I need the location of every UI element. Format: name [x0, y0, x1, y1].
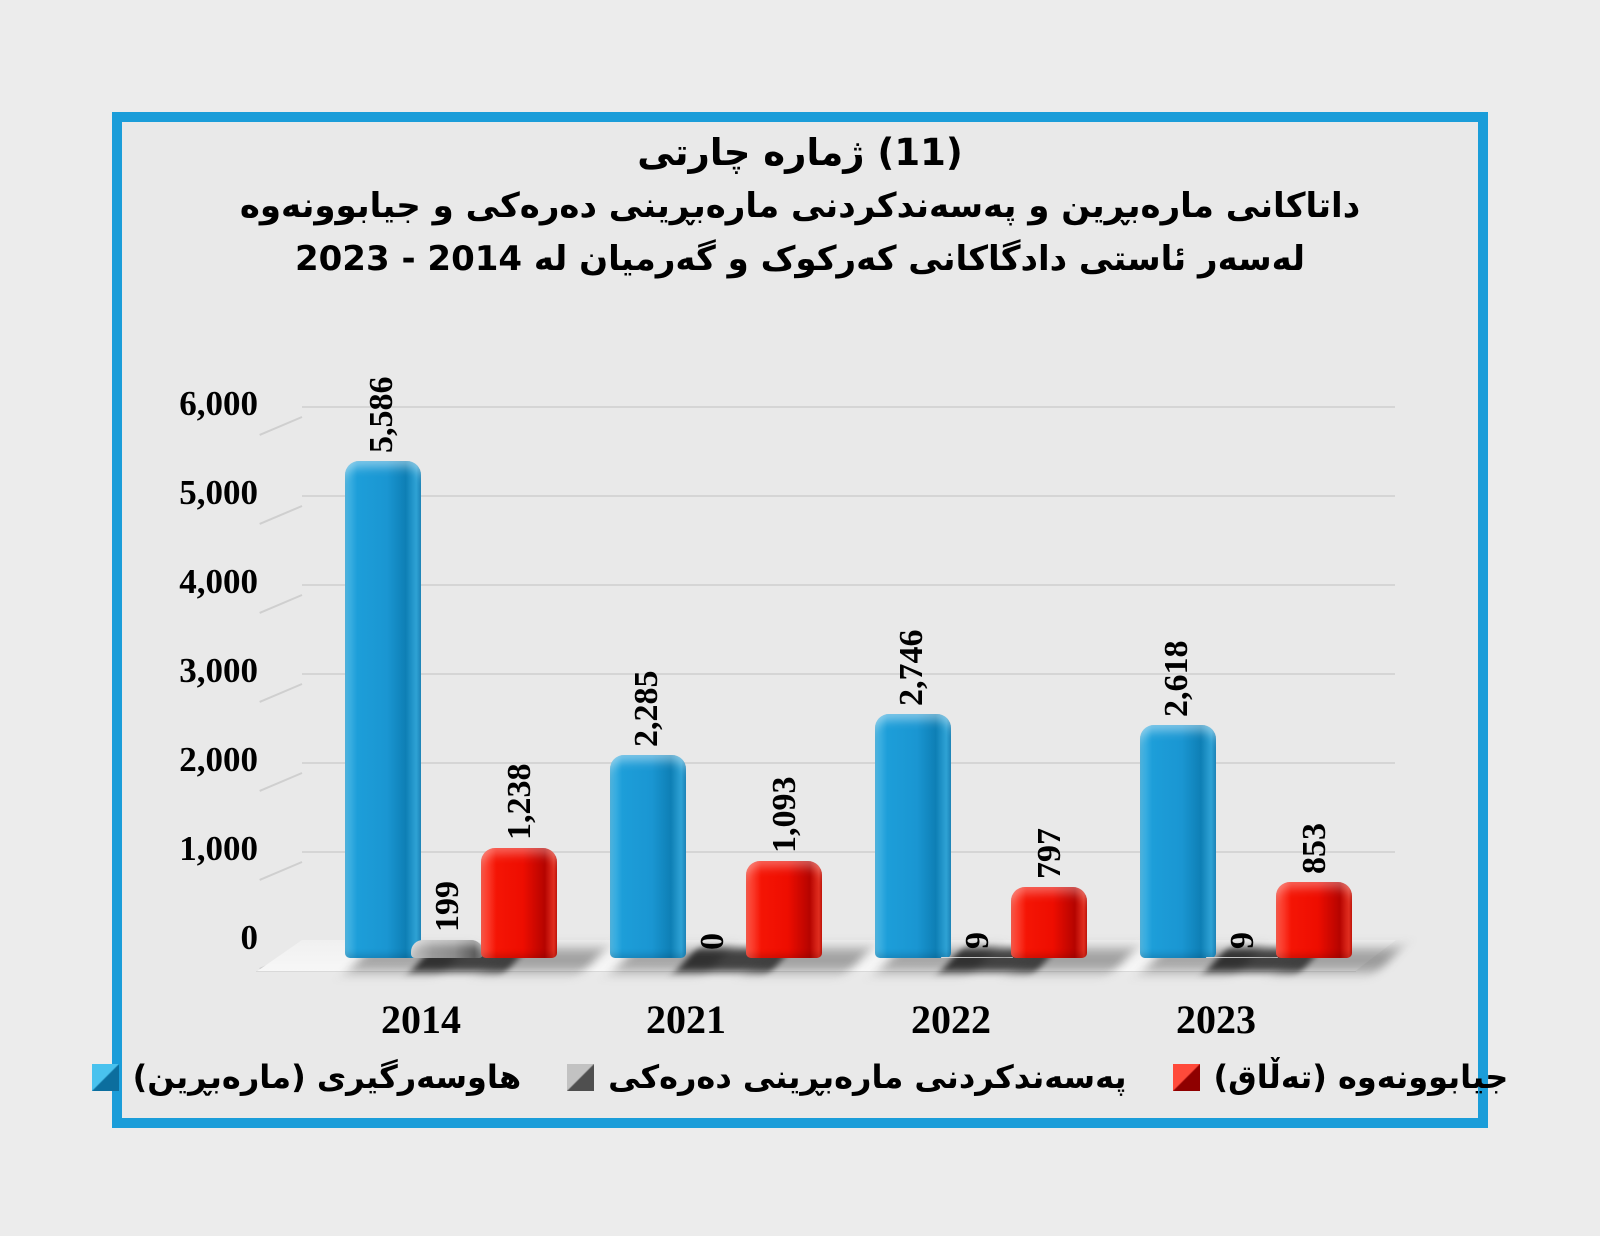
gridline-5000 — [302, 495, 1395, 497]
bar-value-label: 2,746 — [893, 629, 930, 706]
y-tick-1000: 1,000 — [179, 829, 258, 868]
bar-value-label: 5,586 — [363, 376, 400, 453]
legend-label-marriage: هاوسەرگیری (مارەبڕین) — [132, 1058, 522, 1096]
x-tick-2014: 2014 — [381, 997, 461, 1042]
chart-title-line2: داتاکانی مارەبڕین و پەسەندکردنی مارەبڕینی دەرەکی و جیابوونەوە — [239, 186, 1361, 226]
bar-value-label: 9 — [959, 932, 996, 949]
x-tick-2022: 2022 — [911, 997, 991, 1042]
bar-value-label: 2,285 — [628, 670, 665, 747]
y-tick-2000: 2,000 — [179, 740, 258, 779]
legend-marker-gray-icon — [567, 1064, 594, 1091]
bar-value-label: 9 — [1224, 932, 1261, 949]
y-tick-6000: 6,000 — [179, 384, 258, 423]
gridline-2000 — [302, 762, 1395, 764]
bar-marriage-2022 — [875, 714, 951, 958]
bar-value-label: 1,238 — [501, 763, 538, 840]
y-tick-4000: 4,000 — [179, 562, 258, 601]
y-tick-0: 0 — [240, 918, 258, 957]
x-tick-2023: 2023 — [1176, 997, 1256, 1042]
y-tick-5000: 5,000 — [179, 473, 258, 512]
bar-value-label: 199 — [429, 881, 466, 933]
bar-value-label: 1,093 — [766, 776, 803, 853]
bar-marriage-2023 — [1140, 725, 1216, 958]
bar-external-approval-2023 — [1206, 957, 1278, 958]
chart-title — [150, 126, 1450, 286]
bar-divorce-2014 — [481, 848, 557, 958]
bar-marriage-2021 — [610, 755, 686, 958]
gridline-4000 — [302, 584, 1395, 586]
bar-marriage-2014 — [345, 461, 421, 958]
legend-marker-red-icon — [1173, 1064, 1200, 1091]
bar-divorce-2023 — [1276, 882, 1352, 958]
chart-legend — [132, 1058, 1509, 1096]
bar-value-label: 853 — [1296, 823, 1333, 875]
bar-value-label: 0 — [694, 933, 731, 950]
chart-title-line3: لەسەر ئاستی دادگاکانی کەرکوک و گەرمیان لە 2014 - 2023 — [294, 239, 1306, 279]
legend-item-marriage — [92, 1058, 521, 1096]
bar-divorce-2022 — [1011, 887, 1087, 958]
bar-divorce-2021 — [746, 861, 822, 958]
legend-label-divorce: جیابوونەوە (تەڵاق) — [1213, 1058, 1509, 1096]
chart-title-line1: (11) ژمارە چارتی — [637, 131, 963, 174]
bar-external-approval-2014 — [411, 940, 483, 958]
bar-value-label: 797 — [1031, 828, 1068, 880]
x-tick-2021: 2021 — [646, 997, 726, 1042]
y-tick-3000: 3,000 — [179, 651, 258, 690]
legend-marker-blue-icon — [92, 1064, 119, 1091]
legend-label-external-approval: پەسەندکردنی مارەبڕینی دەرەکی — [608, 1058, 1127, 1096]
bar-value-label: 2,618 — [1158, 640, 1195, 717]
gridline-6000 — [302, 406, 1395, 408]
bar-external-approval-2022 — [941, 957, 1013, 958]
legend-item-divorce — [1173, 1058, 1509, 1096]
legend-item-external-approval — [567, 1058, 1126, 1096]
gridline-1000 — [302, 851, 1395, 853]
gridline-3000 — [302, 673, 1395, 675]
